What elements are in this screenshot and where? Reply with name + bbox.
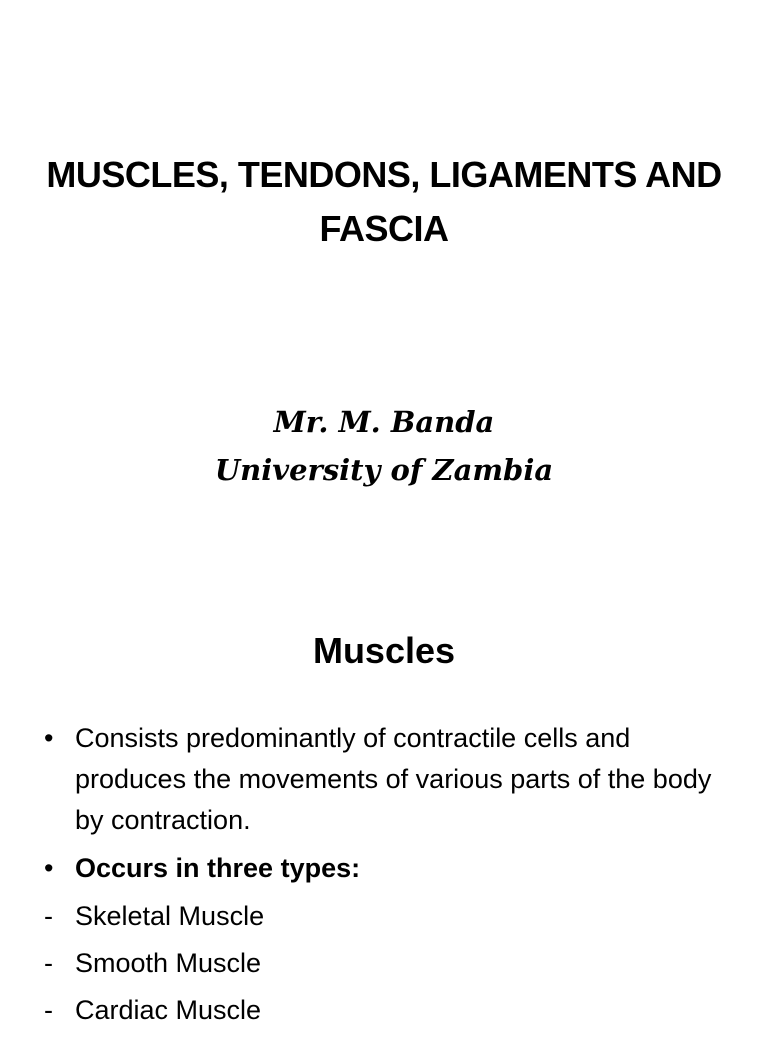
slide-body bbox=[0, 718, 768, 1037]
dash-marker: - bbox=[44, 995, 53, 1025]
muscle-type: Smooth Muscle bbox=[75, 948, 262, 978]
list-item bbox=[0, 943, 768, 984]
presentation-title: MUSCLES, TENDONS, LIGAMENTS AND FASCIA bbox=[46, 154, 722, 249]
bullet-marker: • bbox=[44, 853, 54, 883]
muscle-type: Cardiac Muscle bbox=[75, 995, 262, 1025]
muscle-type: Skeletal Muscle bbox=[75, 901, 265, 931]
bullet-text: Occurs in three types: bbox=[75, 853, 361, 883]
list-item bbox=[0, 848, 768, 889]
presenter-block bbox=[0, 398, 768, 494]
content-slide bbox=[0, 576, 768, 1024]
institution-name: University of Zambia bbox=[214, 453, 554, 487]
presenter-name: Mr. M. Banda bbox=[273, 405, 495, 439]
dash-marker: - bbox=[44, 901, 53, 931]
slide-heading: Muscles bbox=[312, 630, 456, 671]
bullet-text: Consists predominantly of contractile cells and produces the movements of various parts of the body by contraction. bbox=[75, 723, 712, 835]
list-item bbox=[0, 896, 768, 937]
list-item bbox=[0, 990, 768, 1031]
dash-marker: - bbox=[44, 948, 53, 978]
list-item bbox=[0, 718, 768, 841]
bullet-marker: • bbox=[44, 723, 54, 753]
